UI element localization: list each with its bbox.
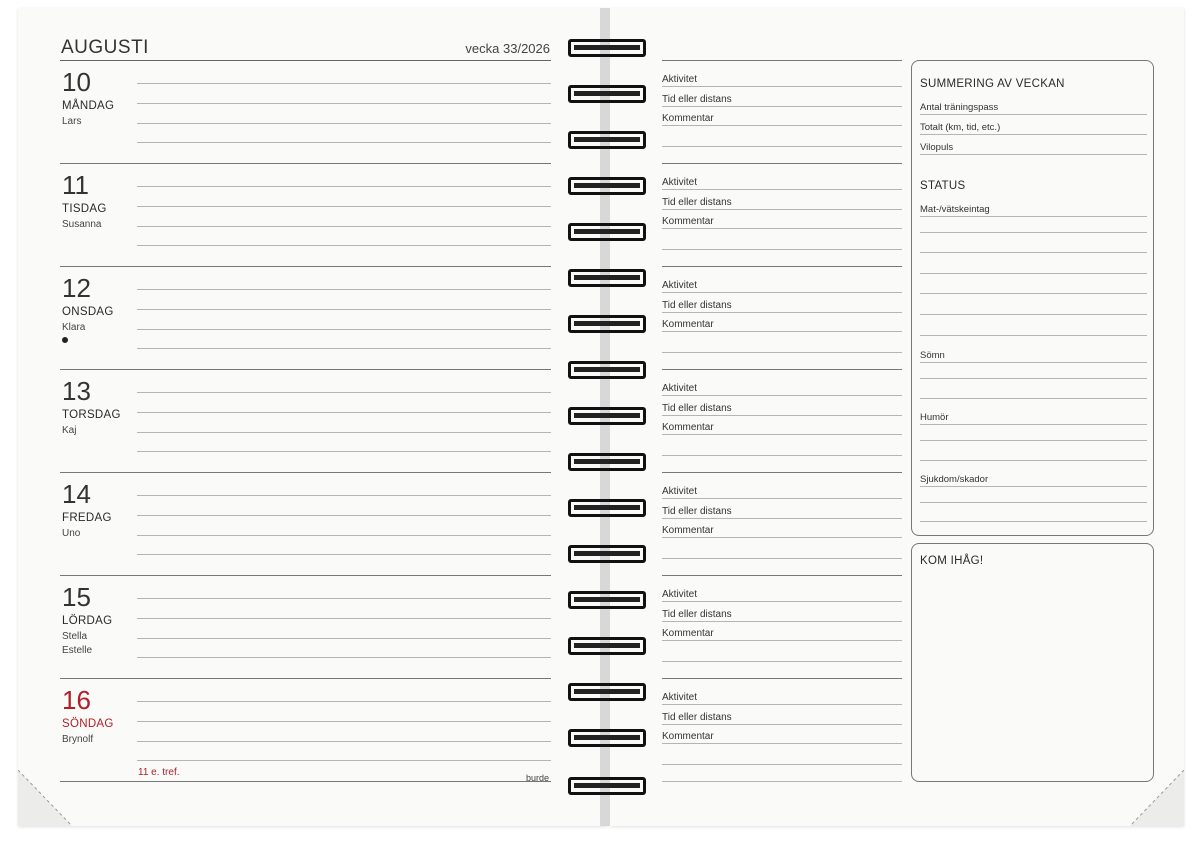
day-tuesday <box>60 164 551 267</box>
sunday-note: 11 e. tref. <box>138 767 180 778</box>
time-label: Tid eller distans <box>662 300 732 311</box>
weekly-summary-box <box>911 60 1154 536</box>
time-field[interactable] <box>662 506 902 520</box>
spiral-ring <box>568 683 646 701</box>
comment-label: Kommentar <box>662 422 714 433</box>
time-field[interactable] <box>662 300 902 314</box>
write-line[interactable] <box>137 721 551 722</box>
write-line[interactable] <box>662 558 902 559</box>
write-line[interactable] <box>137 142 551 143</box>
sessions-label: Antal träningspass <box>920 102 999 113</box>
time-label: Tid eller distans <box>662 506 732 517</box>
comment-field[interactable] <box>662 731 902 745</box>
write-line[interactable] <box>137 309 551 310</box>
comment-field[interactable] <box>662 628 902 642</box>
write-line[interactable] <box>137 206 551 207</box>
day-name: LÖRDAG <box>62 615 113 627</box>
write-line[interactable] <box>662 249 902 250</box>
spiral-ring <box>568 177 646 195</box>
training-divider <box>662 575 902 576</box>
name-day-second: Estelle <box>62 645 93 656</box>
name-day <box>62 630 92 658</box>
training-divider <box>662 163 902 164</box>
write-line[interactable] <box>137 412 551 413</box>
training-block <box>662 472 902 575</box>
spiral-ring <box>568 591 646 609</box>
write-line[interactable] <box>137 289 551 290</box>
time-field[interactable] <box>662 94 902 108</box>
spiral-ring <box>568 85 646 103</box>
activity-field[interactable] <box>662 383 902 397</box>
total-field[interactable] <box>920 122 1147 136</box>
write-line[interactable] <box>920 440 1147 441</box>
name-day: Susanna <box>62 219 102 230</box>
activity-field[interactable] <box>662 280 902 294</box>
total-label: Totalt (km, tid, etc.) <box>920 122 1001 133</box>
write-line[interactable] <box>662 781 902 782</box>
training-block <box>662 60 902 163</box>
name-day: Kaj <box>62 425 77 436</box>
comment-label: Kommentar <box>662 731 714 742</box>
day-number: 15 <box>62 582 91 612</box>
comment-label: Kommentar <box>662 319 714 330</box>
training-block <box>662 163 902 266</box>
month-title: AUGUSTI <box>61 37 149 58</box>
write-line[interactable] <box>137 515 551 516</box>
write-line[interactable] <box>137 657 551 658</box>
activity-label: Aktivitet <box>662 280 698 291</box>
write-line[interactable] <box>137 741 551 742</box>
write-line[interactable] <box>920 293 1147 294</box>
training-block <box>662 575 902 678</box>
day-friday <box>60 473 551 576</box>
training-divider <box>662 60 902 61</box>
spiral-ring <box>568 131 646 149</box>
spiral-ring <box>568 223 646 241</box>
write-line[interactable] <box>137 598 551 599</box>
write-line[interactable] <box>920 335 1147 336</box>
write-line[interactable] <box>137 554 551 555</box>
spiral-ring <box>568 315 646 333</box>
activity-label: Aktivitet <box>662 692 698 703</box>
time-label: Tid eller distans <box>662 609 732 620</box>
comment-label: Kommentar <box>662 216 714 227</box>
resting-pulse-field[interactable] <box>920 142 1147 156</box>
day-monday <box>60 61 551 164</box>
write-line[interactable] <box>920 314 1147 315</box>
sleep-field[interactable] <box>920 350 1147 364</box>
day-number: 12 <box>62 273 91 303</box>
activity-field[interactable] <box>662 692 902 706</box>
name-day: Uno <box>62 528 81 539</box>
write-line[interactable] <box>662 455 902 456</box>
training-block <box>662 678 902 781</box>
name-day: Brynolf <box>62 734 94 745</box>
name-day: Klara <box>62 322 86 333</box>
time-field[interactable] <box>662 197 902 211</box>
illness-field[interactable] <box>920 474 1147 488</box>
day-number: 16 <box>62 685 91 715</box>
spiral-ring <box>568 499 646 517</box>
illness-label: Sjukdom/skador <box>920 474 989 485</box>
write-line[interactable] <box>137 226 551 227</box>
comment-field[interactable] <box>662 216 902 230</box>
write-line[interactable] <box>137 701 551 702</box>
write-line[interactable] <box>662 661 902 662</box>
spiral-ring <box>568 777 646 795</box>
day-name: SÖNDAG <box>62 718 114 730</box>
day-sunday <box>60 679 551 782</box>
training-divider <box>662 369 902 370</box>
training-divider <box>662 266 902 267</box>
write-line[interactable] <box>137 432 551 433</box>
training-divider <box>662 472 902 473</box>
time-label: Tid eller distans <box>662 712 732 723</box>
write-line[interactable] <box>920 232 1147 233</box>
write-line[interactable] <box>137 392 551 393</box>
write-line[interactable] <box>137 123 551 124</box>
write-line[interactable] <box>137 329 551 330</box>
day-name: MÅNDAG <box>62 100 115 112</box>
day-name: TORSDAG <box>62 409 121 421</box>
time-label: Tid eller distans <box>662 94 732 105</box>
write-line[interactable] <box>137 495 551 496</box>
resting-pulse-label: Vilopuls <box>920 142 954 153</box>
training-divider <box>662 678 902 679</box>
comment-field[interactable] <box>662 319 902 333</box>
day-thursday <box>60 370 551 473</box>
activity-label: Aktivitet <box>662 486 698 497</box>
time-label: Tid eller distans <box>662 403 732 414</box>
spiral-ring <box>568 729 646 747</box>
activity-field[interactable] <box>662 74 902 88</box>
activity-field[interactable] <box>662 589 902 603</box>
write-line[interactable] <box>920 460 1147 461</box>
day-number: 13 <box>62 376 91 406</box>
comment-label: Kommentar <box>662 113 714 124</box>
time-field[interactable] <box>662 403 902 417</box>
activity-field[interactable] <box>662 486 902 500</box>
time-label: Tid eller distans <box>662 197 732 208</box>
write-line[interactable] <box>137 535 551 536</box>
time-field[interactable] <box>662 609 902 623</box>
spiral-ring <box>568 39 646 57</box>
write-line[interactable] <box>920 252 1147 253</box>
day-divider <box>60 781 551 782</box>
activity-field[interactable] <box>662 177 902 191</box>
training-block <box>662 266 902 369</box>
mood-label: Humör <box>920 412 949 423</box>
activity-label: Aktivitet <box>662 589 698 600</box>
remember-title: KOM IHÅG! <box>920 555 984 567</box>
brand-logo: burde <box>526 773 550 783</box>
summary-title: SUMMERING AV VECKAN <box>920 78 1065 90</box>
spiral-ring <box>568 407 646 425</box>
write-line[interactable] <box>137 638 551 639</box>
sessions-field[interactable] <box>920 102 1147 116</box>
write-line[interactable] <box>137 186 551 187</box>
week-label: vecka 33/2026 <box>465 41 550 56</box>
mood-field[interactable] <box>920 412 1147 426</box>
food-label: Mat-/vätskeintag <box>920 204 990 215</box>
activity-label: Aktivitet <box>662 383 698 394</box>
write-line[interactable] <box>137 103 551 104</box>
comment-label: Kommentar <box>662 525 714 536</box>
moon-phase-icon <box>62 337 68 343</box>
spiral-ring <box>568 453 646 471</box>
write-line[interactable] <box>662 352 902 353</box>
training-block <box>662 369 902 472</box>
spiral-ring <box>568 545 646 563</box>
write-line[interactable] <box>662 764 902 765</box>
comment-field[interactable] <box>662 525 902 539</box>
write-line[interactable] <box>920 502 1147 503</box>
day-name: TISDAG <box>62 203 107 215</box>
remember-box[interactable] <box>911 543 1154 782</box>
comment-field[interactable] <box>662 113 902 127</box>
write-line[interactable] <box>137 245 551 246</box>
time-field[interactable] <box>662 712 902 726</box>
spiral-ring <box>568 361 646 379</box>
spiral-ring <box>568 269 646 287</box>
write-line[interactable] <box>137 618 551 619</box>
sleep-label: Sömn <box>920 350 945 361</box>
day-saturday <box>60 576 551 679</box>
day-number: 11 <box>62 170 89 200</box>
status-title: STATUS <box>920 180 966 192</box>
comment-label: Kommentar <box>662 628 714 639</box>
activity-label: Aktivitet <box>662 177 698 188</box>
write-line[interactable] <box>920 521 1147 522</box>
activity-label: Aktivitet <box>662 74 698 85</box>
write-line[interactable] <box>137 451 551 452</box>
write-line[interactable] <box>920 398 1147 399</box>
day-name: ONSDAG <box>62 306 114 318</box>
write-line[interactable] <box>137 83 551 84</box>
day-name: FREDAG <box>62 512 112 524</box>
name-day: Lars <box>62 116 82 127</box>
write-line[interactable] <box>662 146 902 147</box>
write-line[interactable] <box>137 348 551 349</box>
write-line[interactable] <box>920 273 1147 274</box>
comment-field[interactable] <box>662 422 902 436</box>
day-wednesday <box>60 267 551 370</box>
spiral-ring <box>568 637 646 655</box>
write-line[interactable] <box>920 378 1147 379</box>
day-number: 10 <box>62 67 91 97</box>
name-day-first: Stella <box>62 631 88 642</box>
day-number: 14 <box>62 479 91 509</box>
write-line[interactable] <box>137 760 551 761</box>
food-field[interactable] <box>920 204 1147 218</box>
